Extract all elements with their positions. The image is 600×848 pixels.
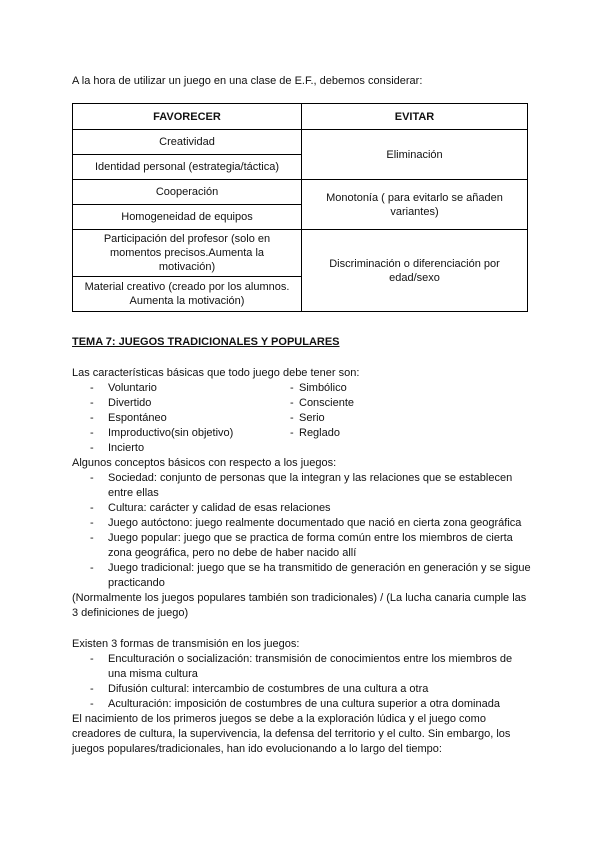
list-item: - Incierto xyxy=(72,441,290,456)
favorecer-cell: Homogeneidad de equipos xyxy=(73,205,302,230)
conceptos-list xyxy=(72,471,532,591)
transmision-list xyxy=(72,652,532,712)
header-evitar: EVITAR xyxy=(302,104,528,130)
caracteristicas-section xyxy=(72,366,532,621)
favorecer-cell: Cooperación xyxy=(73,180,302,205)
list-item: - Aculturación: imposición de costumbres de una cultura superior a otra dominada xyxy=(72,697,532,712)
list-item: - Difusión cultural: intercambio de costumbres de una cultura a otra xyxy=(72,682,532,697)
evitar-cell: Monotonía ( para evitarlo se añaden variantes) xyxy=(302,180,528,230)
criteria-table xyxy=(72,103,528,312)
list-item: - Sociedad: conjunto de personas que la integran y las relaciones que se establecen entre ellas xyxy=(72,471,532,501)
transmision-intro: Existen 3 formas de transmisión en los juegos: xyxy=(72,638,300,650)
list-item: - Simbólico xyxy=(290,381,490,396)
caracteristicas-columns xyxy=(72,381,532,456)
note-text: (Normalmente los juegos populares también son tradicionales) / (La lucha canaria cumple las 3 definiciones de juego) xyxy=(72,592,527,619)
caracteristicas-list-right xyxy=(290,381,490,456)
caracteristicas-list-left xyxy=(72,381,290,456)
header-favorecer: FAVORECER xyxy=(73,104,302,130)
list-item: - Voluntario xyxy=(72,381,290,396)
conceptos-intro: Algunos conceptos básicos con respecto a los juegos: xyxy=(72,457,337,469)
list-item: - Serio xyxy=(290,411,490,426)
caracteristicas-intro: Las características básicas que todo juego debe tener son: xyxy=(72,367,360,379)
list-item: - Cultura: carácter y calidad de esas relaciones xyxy=(72,501,532,516)
favorecer-cell: Identidad personal (estrategia/táctica) xyxy=(73,155,302,180)
list-item: - Juego popular: juego que se practica de forma común entre los miembros de cierta zona geográfica, pero no debe de haber nacido allí xyxy=(72,531,532,561)
favorecer-cell: Material creativo (creado por los alumnos. Aumenta la motivación) xyxy=(73,277,302,312)
intro-text: A la hora de utilizar un juego en una clase de E.F., debemos considerar: xyxy=(72,75,423,87)
list-item: - Reglado xyxy=(290,426,490,441)
favorecer-cell: Participación del profesor (solo en momentos precisos.Aumenta la motivación) xyxy=(73,230,302,277)
list-item: - Espontáneo xyxy=(72,411,290,426)
transmision-section xyxy=(72,637,532,757)
evitar-cell: Eliminación xyxy=(302,130,528,180)
section-heading: TEMA 7: JUEGOS TRADICIONALES Y POPULARES xyxy=(72,336,340,348)
list-item: - Juego tradicional: juego que se ha transmitido de generación en generación y se sigue practicando xyxy=(72,561,532,591)
list-item: - Improductivo(sin objetivo) xyxy=(72,426,290,441)
list-item: - Consciente xyxy=(290,396,490,411)
list-item: - Enculturación o socialización: transmisión de conocimientos entre los miembros de una misma cultura xyxy=(72,652,532,682)
nacimiento-paragraph: El nacimiento de los primeros juegos se debe a la exploración lúdica y el juego como creadores de cultura, la supervivencia, la defensa del territorio y el culto. Sin embargo, los juegos populares/tradicionales, han ido evolucionando a lo largo del tiempo: xyxy=(72,713,511,755)
favorecer-cell: Creatividad xyxy=(73,130,302,155)
evitar-cell: Discriminación o diferenciación por edad/sexo xyxy=(302,230,528,312)
list-item: - Juego autóctono: juego realmente documentado que nació en cierta zona geográfica xyxy=(72,516,532,531)
list-item: - Divertido xyxy=(72,396,290,411)
